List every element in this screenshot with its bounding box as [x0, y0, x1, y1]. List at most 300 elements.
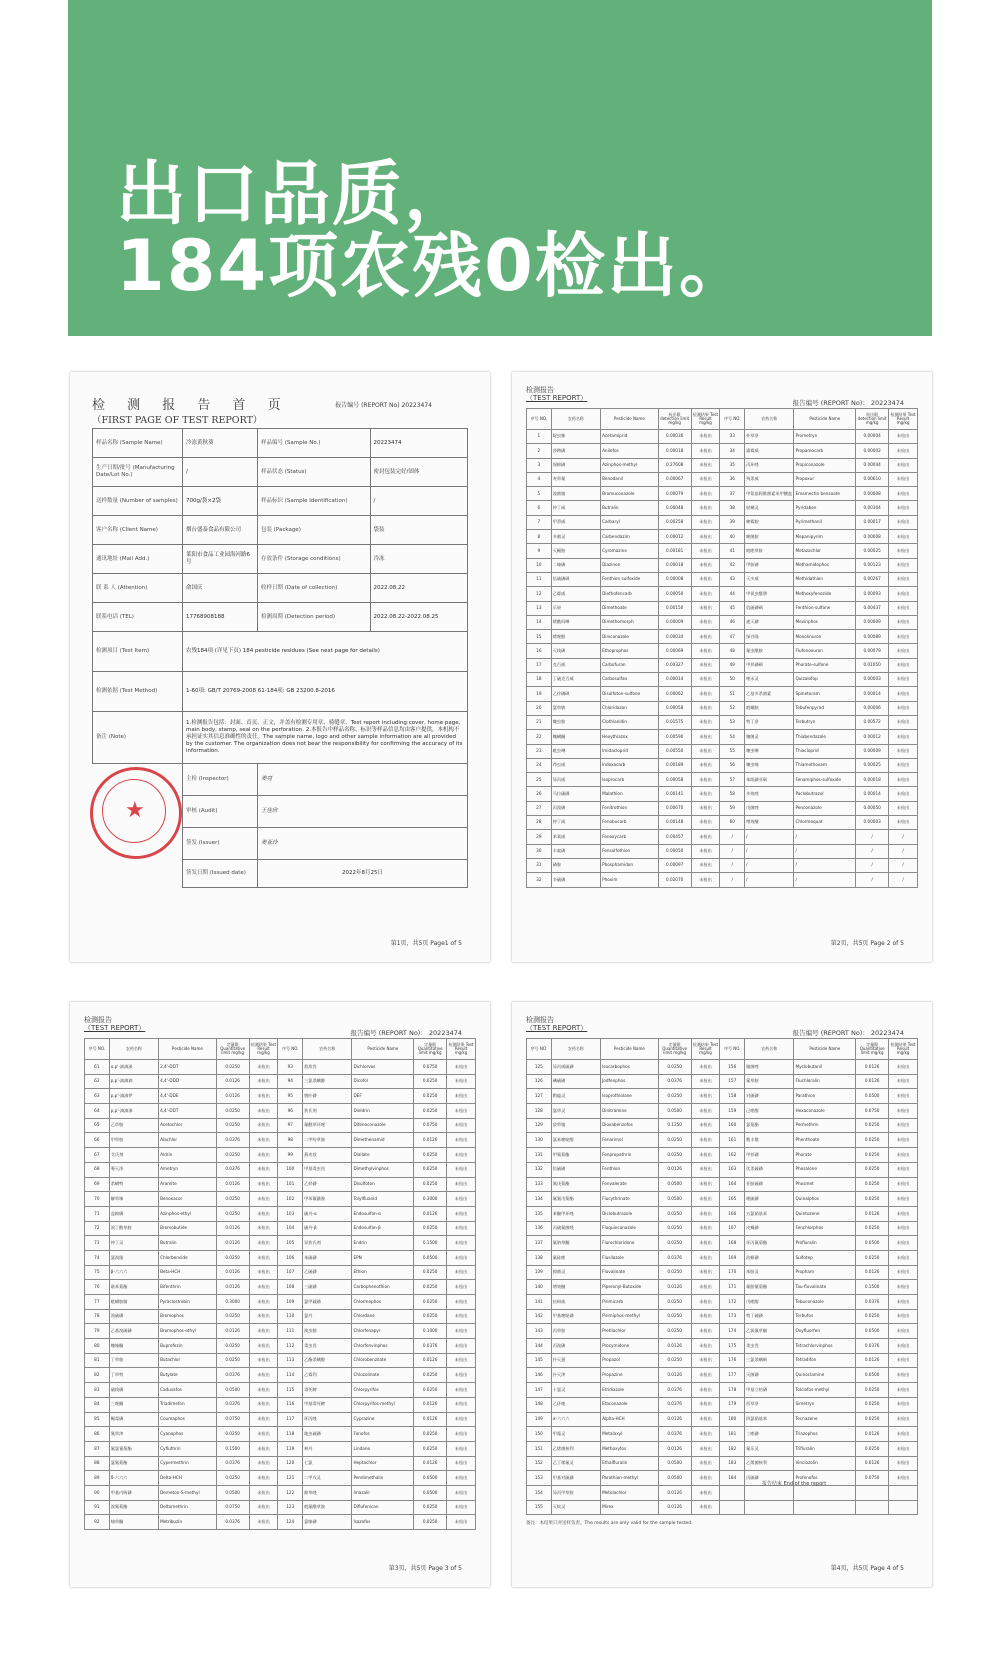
table-cell: 0.00550 — [658, 744, 691, 758]
table-cell: 97 — [278, 1118, 303, 1133]
table-cell: 113 — [278, 1353, 303, 1368]
table-row — [527, 1471, 918, 1486]
table-row — [527, 730, 918, 744]
table-cell: 乙草胺 — [109, 1118, 158, 1133]
table-cell: Difenoconazole — [352, 1118, 414, 1133]
table-cell: 环丙唑 — [303, 1412, 352, 1427]
table-cell: 0.0376 — [216, 1162, 249, 1177]
table-row — [85, 1206, 476, 1221]
info-label: 存放条件 (Storage conditions) — [258, 545, 371, 574]
table-cell: 异狄氏剂 — [303, 1236, 352, 1251]
table-cell: Fenamiphos-sulfoxide — [794, 773, 856, 787]
table-cell: 159 — [720, 1104, 745, 1119]
table-row — [527, 515, 918, 529]
table-cell: 氟虫酰胺 — [745, 644, 794, 658]
table-cell: 0.0250 — [658, 1324, 691, 1339]
table-cell: 84 — [85, 1397, 110, 1412]
table-cell: 乙拌磷 — [303, 1177, 352, 1192]
table-row — [527, 816, 918, 830]
cover-info-row — [93, 574, 468, 603]
table-cell: 乙基溴硫磷 — [109, 1324, 158, 1339]
table-cell: Isoprothiolane — [601, 1089, 659, 1104]
table-cell: 氟草胺 — [745, 1074, 794, 1089]
report-number: 报告编号 (REPORT No)： 20223474 — [350, 1029, 462, 1037]
table-cell: 稻丰散 — [745, 1133, 794, 1148]
table-cell: 未检出 — [447, 1397, 476, 1412]
table-cell: 未检出 — [691, 1104, 720, 1119]
table-cell: 莎稗磷 — [551, 444, 600, 458]
table-cell: Propoxur — [794, 472, 856, 486]
table-cell: 未检出 — [889, 1118, 918, 1133]
table-cell: 0.0250 — [856, 1397, 889, 1412]
table-cell: Endosulfan-β — [352, 1221, 414, 1236]
table-cell: 未检出 — [249, 1162, 278, 1177]
table-cell: 甲氰菊酯 — [551, 1148, 600, 1163]
table-cell: 181 — [720, 1427, 745, 1442]
table-cell: 哒螨灵 — [745, 501, 794, 515]
table-cell: 马拉硫磷 — [551, 787, 600, 801]
info-label: 通讯地址 (Mail Add.) — [93, 545, 183, 574]
table-cell: Metazachlor — [794, 544, 856, 558]
table-cell: 未检出 — [447, 1441, 476, 1456]
table-cell: Methidathion — [794, 572, 856, 586]
table-cell: 倍硫磷砜 — [745, 601, 794, 615]
table-cell: 125 — [527, 1060, 552, 1075]
table-cell: 吡唑草胺 — [745, 544, 794, 558]
table-cell: 0.0250 — [658, 1295, 691, 1310]
table-cell: 95 — [278, 1089, 303, 1104]
table-cell: 脱叶磷 — [303, 1089, 352, 1104]
table-cell: Triadimefon — [159, 1397, 217, 1412]
table-cell: Indoxacarb — [601, 758, 659, 772]
table-cell: 未检出 — [889, 1177, 918, 1192]
table-cell: Bromuconazole — [601, 487, 659, 501]
cover-info-row — [93, 487, 468, 516]
table-cell: 乙烯菌核利 — [745, 1456, 794, 1471]
table-cell: 扑灭津 — [551, 1368, 600, 1383]
table-cell: 未检出 — [889, 458, 918, 472]
table-cell: 未检出 — [889, 1133, 918, 1148]
table-cell: 0.0250 — [658, 1236, 691, 1251]
table-cell: 未检出 — [249, 1192, 278, 1207]
table-cell: 未检出 — [889, 572, 918, 586]
table-cell: 苯醚甲环唑 — [551, 1206, 600, 1221]
table-cell: 未检出 — [249, 1500, 278, 1515]
table-row — [527, 1280, 918, 1295]
table-cell: 177 — [720, 1368, 745, 1383]
table-cell: Azinphos-ethyl — [159, 1206, 217, 1221]
test-item-label: 检测项目 (Test Item) — [93, 632, 183, 672]
table-cell: 亚胺硫磷 — [745, 1177, 794, 1192]
table-cell: 0.0500 — [414, 1471, 447, 1486]
table-cell: 环丙氟菊酯 — [745, 1236, 794, 1251]
table-cell: 0.00014 — [658, 673, 691, 687]
table-cell: 乙拌磷砜 — [551, 687, 600, 701]
table-cell: 0.0126 — [856, 1265, 889, 1280]
table-cell: 未检出 — [447, 1177, 476, 1192]
table-cell: 112 — [278, 1339, 303, 1354]
table-cell: 辛硫磷 — [551, 873, 600, 887]
table-cell: 0.0126 — [658, 1368, 691, 1383]
table-cell: 52 — [720, 701, 745, 715]
table-cell: Tolylfluanid — [352, 1192, 414, 1207]
table-cell: Dimethoate — [601, 601, 659, 615]
table-cell: Profenofos — [794, 1471, 856, 1486]
table-cell: 40 — [720, 530, 745, 544]
table-cell: Chlorobenzilate — [352, 1353, 414, 1368]
table-cell: 乙硫磷 — [303, 1265, 352, 1280]
table-cell: Dieldrin — [352, 1104, 414, 1119]
table-cell: 114 — [278, 1368, 303, 1383]
table-cell: 158 — [720, 1089, 745, 1104]
table-cell: 未检出 — [889, 1309, 918, 1324]
table-row — [85, 1515, 476, 1530]
table-cell: 129 — [527, 1118, 552, 1133]
table-cell: 54 — [720, 730, 745, 744]
table-cell: Parathion — [794, 1089, 856, 1104]
table-cell: 未检出 — [249, 1324, 278, 1339]
cover-title: 检 测 报 告 首 页 — [92, 398, 290, 413]
table-cell: 89 — [85, 1471, 110, 1486]
table-cell: 153 — [527, 1471, 552, 1486]
table-cell: 未检出 — [691, 773, 720, 787]
table-cell: 0.0250 — [658, 1265, 691, 1280]
table-cell: 0.1500 — [216, 1441, 249, 1456]
table-cell: 115 — [278, 1383, 303, 1398]
table-cell: 未检出 — [691, 1250, 720, 1265]
table-cell: 未检出 — [249, 1265, 278, 1280]
table-cell: 166 — [720, 1206, 745, 1221]
table-cell: 5 — [527, 487, 552, 501]
table-cell: 4 — [527, 472, 552, 486]
table-cell: 0.0126 — [216, 1265, 249, 1280]
info-label: 联系电话 (TEL) — [93, 603, 183, 632]
table-cell: 未检出 — [249, 1339, 278, 1354]
table-cell: Quintozene — [794, 1206, 856, 1221]
table-cell: 0.1250 — [658, 1118, 691, 1133]
table-cell: Ametryn — [159, 1162, 217, 1177]
table-cell: 83 — [85, 1383, 110, 1398]
table-cell: 0.0250 — [216, 1104, 249, 1119]
table-cell: 未检出 — [249, 1397, 278, 1412]
table-cell: Cyanophos — [159, 1427, 217, 1442]
table-cell: 己唑醇 — [745, 1104, 794, 1119]
table-row — [85, 1471, 476, 1486]
table-cell: 益棉磷 — [109, 1206, 158, 1221]
table-cell: Etaconazole — [601, 1397, 659, 1412]
table-cell: 0.0376 — [856, 1295, 889, 1310]
table-cell: 未检出 — [447, 1456, 476, 1471]
table-cell: 0.0126 — [414, 1397, 447, 1412]
table-cell: 未检出 — [889, 701, 918, 715]
table-cell: 未检出 — [691, 1280, 720, 1295]
table-cell: 117 — [278, 1412, 303, 1427]
info-label: 包装 (Package) — [258, 516, 371, 545]
table-cell: 未检出 — [691, 1236, 720, 1251]
table-cell: 19 — [527, 687, 552, 701]
table-cell: 0.0250 — [414, 1280, 447, 1295]
info-value: 莱阳市食品工业园海河路6号 — [183, 545, 258, 574]
table-cell: 未检出 — [691, 1397, 720, 1412]
table-cell: 121 — [278, 1471, 303, 1486]
table-cell: Myclobutanil — [794, 1060, 856, 1075]
table-cell: 21 — [527, 715, 552, 729]
table-cell: 未检出 — [249, 1295, 278, 1310]
table-cell: 克百威 — [551, 658, 600, 672]
table-row — [85, 1485, 476, 1500]
table-cell: Dicofol — [352, 1074, 414, 1089]
table-cell: 75 — [85, 1265, 110, 1280]
audit-label: 审核 (Audit) — [183, 796, 258, 828]
info-label: 送样数量 (Number of samples) — [93, 487, 183, 516]
table-cell: 溴丁酰草胺 — [109, 1221, 158, 1236]
cover-info-row — [93, 545, 468, 574]
table-row — [85, 1456, 476, 1471]
table-cell: 144 — [527, 1339, 552, 1354]
table-cell: 碘硫磷 — [551, 1074, 600, 1089]
table-cell: 未检出 — [691, 801, 720, 815]
table-cell: 未检出 — [447, 1471, 476, 1486]
table-cell: 未检出 — [691, 1485, 720, 1500]
table-row — [527, 601, 918, 615]
table-cell: Propazine — [601, 1368, 659, 1383]
table-cell: 168 — [720, 1236, 745, 1251]
info-value: 17768908188 — [183, 603, 258, 632]
table-cell: Anilofos — [601, 444, 659, 458]
pesticide-table: 序号 NO. 农药名称 Pesticide Name 定量限 Quantitative limit mg/kg 检测结果 Test Result mg/kg 序号 NO. 农药名称 Pesticide Name 定量限 Quantitative limit mg/kg 检测结果 Test Result mg/kg 61 o,p'-滴滴涕 2,4'-DDT 0.0250 未检出 93 敌敌畏 Dichlorvos 0.0750 未检出 62 p,p'-滴滴滴 4,4'-DDD 0.0126 未检出 94 三氯杀螨醇 Dicofol 0.0250 未检出 63 p,p'-滴滴伊 4,4'-DDE 0.0126 未检出 95 脱叶磷 DEF 0.0250 未检出 64 p,p'-滴滴涕 4,4'-DDT 0.0250 未检出 96 狄氏剂 Dieldrin 0.0250 未检出 65 乙草胺 Acetochlor 0.0250 未检出 97 氟酰草环唑 Difenoconazole 0.0750 未检出 66 甲草胺 Alachlor 0.0376 未检出 98 二甲吩草胺 Dimethenamid 0.0126 未检出 67 艾氏剂 Aldrin 0.0250 未检出 99 燕麦敌 Diallate 0.0250 未检出 68 莠灭净 Ametryn 0.0376 未检出 100 甲基毒虫畏 Dimethylvinphos 0.0250 未检出 69 杀螨特 Aramite 0.0126 未检出 101 乙拌磷 Disulfoton 0.0250 未检出 70 解草嗪 Benoxacor 0.0250 未检出 102 甲苯氟磺胺 Tolylfluanid 0.3000 未检出 71 益棉磷 Azinphos-ethyl 0.0250 未检出 103 硫丹-α Endosulfan-α 0.0126 未检出 72 溴丁酰草胺 Bromobutide 0.0126 未检出 104 硫丹-β Endosulfan-β 0.0250 未检出 73 仲丁灵 Butralin 0.0126 未检出 105 异狄氏剂 Endrin 0.1500 未检出 74 氯溴隆 Chlorbenside 0.0250 未检出 106 苯硫磷 EPN 0.0500 未检出 75 β-六六六 Beta-HCH 0.0126 未检出 107 乙硫磷 Ethion 0.0250 未检出 76 联苯菊酯 Bifenthrin 0.0126 未检出 108 三硫磷 Carbophenothion 0.0250 未检出 77 吡螨胺腈 Pyraclostrobin 0.3000 未检出 109 氯甲硫磷 Chlormephos 0.0250 未检出 78 溴硫磷 Bromophos 0.0250 未检出 110 氯丹 Chlordane 0.0250 未检出 79 乙基溴硫磷 Bromophos-ethyl 0.0126 未检出 111 溴虫腈 Chlorfenapyr 0.1000 未检出 80 噻嗪酮 Buprofezin 0.0250 未检出 112 毒虫畏 Chlorfenvinphos 0.0376 未检出 81 丁草胺 Butachlor 0.0250 未检出 113 乙酯杀螨醇 Chlorobenzilate 0.0126 未检出 82 丁草特 Butylate 0.0376 未检出 114 乙霉利 Chlozolinate 0.0250 未检出 83 硫线磷 Cadusafos 0.0500 未检出 115 毒死蜱 Chlorpyrifos 0.0250 未检出 84 三唑酮 Triadimefon 0.0376 未检出 116 甲基毒死蜱 Chlorpyrifos-methyl 0.0126 未检出 85 蝇毒磷 Coumaphos 0.0750 未检出 117 环丙唑 Cyprazine 0.0126 未检出 86 氰草津 Cyanophos 0.0250 未检出 118 地虫硫磷 Fonofos 0.0250 未检出 87 氟氯氰菊酯 Cyfluthrin 0.1500 未检出 119 林丹 Lindane 0.0250 未检出 88 氯氰菊酯 Cypermethrin 0.0376 未检出 120 七氯 Heptachlor 0.0126 未检出 89 δ-六六六 Delta-HCH 0.0250 未检出 121 二甲戊灵 Pendimethalin 0.0500 未检出 90 甲基内吸磷 Demeton-S-methyl 0.0500 未检出 122 抑草唑 Imazalil 0.0500 未检出 91 溴氰菊酯 Deltamethrin 0.0750 未检出 123 吡氟酰草胺 Diflufenican 0.0250 未检出 92 嗪草酮 Metribuzin 0.0376 未检出 124 氯嗪磷 Isazofos 0.0250 未检出 — [84, 1038, 476, 1530]
info-label: 样品状态 (Status) — [258, 458, 371, 487]
table-row — [527, 1089, 918, 1104]
table-cell: 溴菌腈 — [551, 487, 600, 501]
table-cell: 0.0750 — [216, 1500, 249, 1515]
headline-line-1: 出口品质， — [116, 153, 476, 235]
table-cell: 102 — [278, 1192, 303, 1207]
table-cell: Phosmet — [794, 1177, 856, 1192]
table-cell: 71 — [85, 1206, 110, 1221]
table-cell: 未检出 — [447, 1221, 476, 1236]
table-cell: 未检出 — [447, 1412, 476, 1427]
table-cell: 未检出 — [691, 744, 720, 758]
table-cell: 乙霉利 — [303, 1368, 352, 1383]
table-cell: 甲基毒虫畏 — [303, 1162, 352, 1177]
table-cell: 氟酰草环唑 — [303, 1118, 352, 1133]
table-cell: 异丙威 — [551, 773, 600, 787]
table-cell: Diclobutrazole — [601, 1206, 659, 1221]
table-row — [527, 1060, 918, 1075]
table-cell: 氟咯草酮 — [551, 1236, 600, 1251]
table-cell: 腈菌唑 — [745, 1060, 794, 1075]
table-cell: 氟乐灵 — [745, 1441, 794, 1456]
table-cell: 未检出 — [447, 1295, 476, 1310]
table-row — [85, 1250, 476, 1265]
table-cell: 0.0126 — [216, 1324, 249, 1339]
table-cell: 氯草敏 — [551, 701, 600, 715]
table-cell: 未检出 — [889, 1192, 918, 1207]
table-row — [527, 487, 918, 501]
table-cell: Benodanil — [601, 472, 659, 486]
table-cell: Pyraclostrobin — [159, 1295, 217, 1310]
table-cell: Pyrimethanil — [794, 515, 856, 529]
table-cell: Fenoxycarb — [601, 830, 659, 844]
table-cell: 28 — [527, 816, 552, 830]
table-cell: 176 — [720, 1353, 745, 1368]
table-cell: 0.0250 — [216, 1206, 249, 1221]
table-cell: 16 — [527, 644, 552, 658]
table-cell: 未检出 — [249, 1309, 278, 1324]
table-cell: 解草嗪 — [109, 1192, 158, 1207]
table-cell: 乙霉威 — [551, 587, 600, 601]
table-cell: Diethofencarb — [601, 587, 659, 601]
table-cell: 0.00018 — [856, 773, 889, 787]
table-row — [527, 773, 918, 787]
table-cell: Diflufenican — [352, 1500, 414, 1515]
table-row — [527, 644, 918, 658]
table-cell: 93 — [278, 1060, 303, 1075]
table-cell: 未检出 — [889, 558, 918, 572]
table-cell: Ethoprophos — [601, 644, 659, 658]
table-cell: 甲基立枯磷 — [745, 1383, 794, 1398]
table-cell — [856, 1485, 889, 1500]
report-heading: 检测报告 （TEST REPORT） — [526, 1016, 588, 1033]
info-value: 俞国庆 — [183, 574, 258, 603]
table-cell: Thiabendazole — [794, 730, 856, 744]
table-cell: 0.0126 — [658, 1339, 691, 1354]
table-cell: 嘧菌胺 — [745, 530, 794, 544]
table-cell: 124 — [278, 1515, 303, 1530]
table-cell: Chlorpyrifos — [352, 1383, 414, 1398]
table-cell: 0.00025 — [856, 544, 889, 558]
table-cell: Simetryn — [794, 1397, 856, 1412]
table-cell: 氯嗪磷 — [303, 1515, 352, 1530]
table-cell: 未检出 — [249, 1118, 278, 1133]
table-cell: 0.0376 — [658, 1397, 691, 1412]
table-cell: 13 — [527, 601, 552, 615]
table-cell: 噻虫嗪 — [745, 758, 794, 772]
table-cell: 灭蚁灵 — [551, 1500, 600, 1515]
table-cell: 127 — [527, 1089, 552, 1104]
table-cell: 未检出 — [691, 644, 720, 658]
table-row — [527, 1162, 918, 1177]
table-cell — [889, 1485, 918, 1500]
table-cell: 0.0250 — [856, 1441, 889, 1456]
table-cell: 98 — [278, 1133, 303, 1148]
table-cell: 18 — [527, 673, 552, 687]
table-cell: 未检出 — [889, 444, 918, 458]
table-cell: 0.0250 — [414, 1383, 447, 1398]
table-cell: Flurochloridone — [601, 1236, 659, 1251]
table-cell: 0.00034 — [658, 630, 691, 644]
table-cell: 163 — [720, 1162, 745, 1177]
table-cell: 0.0250 — [414, 1221, 447, 1236]
table-cell: / — [794, 858, 856, 872]
table-cell — [856, 1500, 889, 1515]
table-cell: 未检出 — [249, 1221, 278, 1236]
table-cell: 0.00267 — [856, 572, 889, 586]
table-cell: 85 — [85, 1412, 110, 1427]
table-cell: 155 — [527, 1500, 552, 1515]
table-cell: 56 — [720, 758, 745, 772]
table-cell: Chlordane — [352, 1309, 414, 1324]
table-cell: 161 — [720, 1133, 745, 1148]
table-cell: 0.0250 — [414, 1089, 447, 1104]
table-cell: 109 — [278, 1295, 303, 1310]
table-cell: Fenthion-sulfone — [794, 601, 856, 615]
table-cell: 0.0126 — [856, 1427, 889, 1442]
table-cell: o,p'-滴滴涕 — [109, 1060, 158, 1075]
table-cell: 55 — [720, 744, 745, 758]
table-cell: 未检出 — [889, 1397, 918, 1412]
info-value: / — [183, 458, 258, 487]
table-cell: 扑草净 — [745, 430, 794, 444]
table-cell: 0.00069 — [658, 644, 691, 658]
star-icon: ★ — [125, 798, 145, 823]
table-cell: 甲拌磷 — [745, 1148, 794, 1163]
table-cell: 0.0250 — [856, 1192, 889, 1207]
table-cell: Quinoclamine — [794, 1368, 856, 1383]
table-cell: 未检出 — [447, 1353, 476, 1368]
table-cell: 三唑磷 — [745, 1427, 794, 1442]
table-cell: 0.0250 — [856, 1309, 889, 1324]
table-cell: 67 — [85, 1148, 110, 1163]
table-cell: 82 — [85, 1368, 110, 1383]
table-cell: Bromophos — [159, 1309, 217, 1324]
table-cell: Fluquinconazole — [601, 1221, 659, 1236]
table-cell: 0.0750 — [414, 1118, 447, 1133]
table-cell: 未检出 — [691, 1074, 720, 1089]
table-cell: 毒死蜱 — [303, 1383, 352, 1398]
table-cell: 未检出 — [249, 1060, 278, 1075]
table-cell: 未检出 — [691, 1383, 720, 1398]
table-cell: 0.00327 — [658, 658, 691, 672]
table-cell: α-六六六 — [551, 1412, 600, 1427]
table-cell: 0.00018 — [658, 558, 691, 572]
table-cell: Pendimethalin — [352, 1471, 414, 1486]
table-cell: 103 — [278, 1206, 303, 1221]
table-cell: 苯线磷亚砜 — [745, 773, 794, 787]
table-cell: 抑草唑 — [303, 1485, 352, 1500]
table-cell: Dichlorvos — [352, 1060, 414, 1075]
table-row — [527, 701, 918, 715]
table-cell: Azinphos-methyl — [601, 458, 659, 472]
table-cell: 0.0126 — [414, 1206, 447, 1221]
table-cell: Tau-fluvalinate — [794, 1280, 856, 1295]
table-cell: 138 — [527, 1250, 552, 1265]
pesticide-table: 序号 NO. 农药名称 Pesticide Name 检出限 detection limit mg/kg 检测结果 Test Result mg/kg 序号 NO. 农药名称 Pesticide Name 检出限 detection limit mg/kg 检测结果 Test Result mg/kg 1 啶虫脒 Acetamiprid 0.00036 未检出 33 扑草净 Prometryn 0.00004 未检出 2 莎稗磷 Anilofos 0.00018 未检出 34 霜霉威 Propamocarb 0.00002 未检出 3 保棉磷 Azinphos-methyl 0.27608 未检出 35 丙环唑 Propiconazole 0.00044 未检出 4 麦草氟 Benodanil 0.00067 未检出 36 残杀威 Propoxur 0.00610 未检出 5 溴菌腈 Bromuconazole 0.00079 未检出 37 甲氨基阿维菌素苯甲酸盐 Emamectin benzoate 0.00008 未检出 6 仲丁威 Butralin 0.00048 未检出 38 哒螨灵 Pyridaben 0.00304 未检出 7 甲萘威 Carbaryl 0.00258 未检出 39 嘧霉胺 Pyrimethanil 0.00017 未检出 8 多菌灵 Carbendazim 0.00012 未检出 40 嘧菌胺 Mepanipyrim 0.00008 未检出 9 灭蝇胺 Cyromazine 0.00181 未检出 41 吡唑草胺 Metazachlor 0.00025 未检出 10 二嗪磷 Diazinon 0.00018 未检出 42 甲胺磷 Methamidophos 0.00123 未检出 11 倍硫磷砜 Fenthion sulfoxide 0.00008 未检出 43 灭多威 Methidathion 0.00267 未检出 12 乙霉威 Diethofencarb 0.00050 未检出 44 甲氧虫酰肼 Methoxyfenozide 0.00093 未检出 13 乐果 Dimethoate 0.00150 未检出 45 倍硫磷砜 Fenthion-sulfone 0.00437 未检出 14 烯酰吗啉 Dimethomorph 0.00009 未检出 46 速灭磷 Mevinphos 0.00009 未检出 15 烯唑醇 Diniconazole 0.00034 未检出 47 绿谷隆 Monolinuron 0.00089 未检出 16 灭线磷 Ethoprophos 0.00069 未检出 48 氟虫酰胺 Flufenoxuron 0.00079 未检出 17 克百威 Carbofuran 0.00327 未检出 49 甲拌磷砜 Phorate-sulfone 0.01050 未检出 18 丁硫克百威 Carbosulfan 0.00014 未检出 50 喹禾灵 Quizalofop 0.00003 未检出 19 乙拌磷砜 Disulfoton-sulfone 0.00062 未检出 51 乙基多杀菌素 Spinetoram 0.00014 未检出 20 氯草敏 Chloridazon 0.00058 未检出 52 吡螨胺 Tebufenpyrad 0.00006 未检出 21 噻虫胺 Clothianidin 0.01575 未检出 53 特丁净 Terbutryn 0.00572 未检出 22 噻螨酮 Hexythiazox 0.00590 未检出 54 噻菌灵 Thiabendazole 0.00012 未检出 23 吡虫啉 Imidacloprid 0.00550 未检出 55 噻虫啉 Thiacloprid 0.00009 未检出 24 茚虫威 Indoxacarb 0.00189 未检出 56 噻虫嗪 Thiamethoxam 0.00025 未检出 25 异丙威 Isoprocarb 0.00058 未检出 57 苯线磷亚砜 Fenamiphos-sulfoxide 0.00018 未检出 26 马拉硫磷 Malathion 0.00141 未检出 58 多效唑 Paclobutrazol 0.00014 未检出 27 丙溴磷 Fenitrothion 0.00670 未检出 59 戊菌唑 Penconazole 0.00050 未检出 28 仲丁威 Fenobucarb 0.00148 未检出 60 增效醚 Chlormequat 0.00003 未检出 29 苯氧威 Fenoxycarb 0.00457 未检出 / / / / / 30 丰索磷 Fensulfothion 0.00050 未检出 / / / / / 31 磷胺 Phosphamidon 0.00097 未检出 / / / / / 32 辛硫磷 Phoxim 0.02070 未检出 / / / / / — [526, 408, 918, 888]
table-cell: Chloridazon — [601, 701, 659, 715]
table-cell: 未检出 — [447, 1162, 476, 1177]
issuer-signature: 姜亚玲 — [258, 828, 468, 860]
table-cell: 0.0126 — [658, 1441, 691, 1456]
table-cell: 乐果 — [551, 601, 600, 615]
table-cell: 未检出 — [889, 601, 918, 615]
table-cell: 未检出 — [889, 773, 918, 787]
table-cell: 0.0250 — [414, 1074, 447, 1089]
table-cell: 增效醚 — [551, 1280, 600, 1295]
table-cell: 二嗪磷 — [551, 558, 600, 572]
table-cell: 氯苯嘧啶醇 — [551, 1133, 600, 1148]
table-cell: 0.0250 — [856, 1118, 889, 1133]
table-cell: 未检出 — [249, 1148, 278, 1163]
table-cell: 溴硫磷 — [109, 1309, 158, 1324]
table-cell: Beta-HCH — [159, 1265, 217, 1280]
table-cell — [720, 1500, 745, 1515]
table-row — [527, 1412, 918, 1427]
info-value: 700g/袋×2袋 — [183, 487, 258, 516]
table-cell: Cyromazine — [601, 544, 659, 558]
test-item-value: 农残184项 (详见下页) 184 pesticide residues (See next page for details) — [183, 632, 468, 672]
table-cell: 86 — [85, 1427, 110, 1442]
table-cell: 未检出 — [249, 1133, 278, 1148]
